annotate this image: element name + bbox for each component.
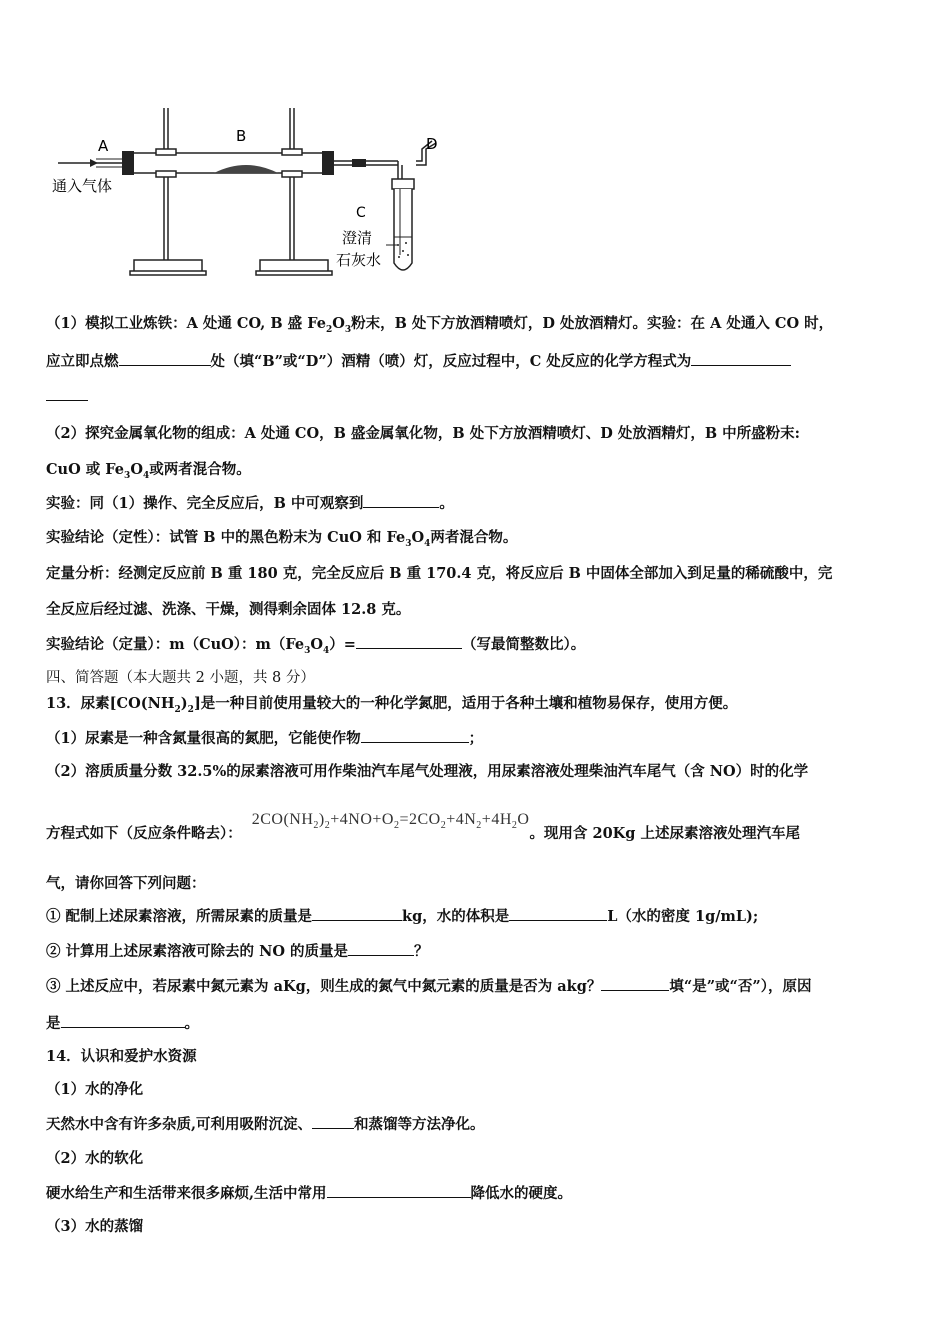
label-c: C: [356, 205, 366, 221]
limewater-label-2: 石灰水: [336, 251, 382, 269]
answer-blank-yes-no[interactable]: [601, 976, 669, 991]
q12-conclusion-quantitative: 实验结论（定量）：m（CuO）：$m(Fe_3O_4)=$ （写最简整数比）。: [46, 636, 586, 656]
answer-blank-softening[interactable]: [327, 1183, 471, 1198]
label-b: B: [236, 127, 247, 145]
answer-blank-equation-cont[interactable]: [46, 386, 88, 401]
test-tube-c: [394, 189, 412, 270]
q13-sub3-line1: ③ 上述反应中，若尿素中氮元素为 aKg，则生成的氮气中氮元素的质量是否为 akg？ 填“是”或“否”），原因: [46, 978, 812, 995]
arrow-icon: [90, 159, 98, 167]
answer-blank-ratio[interactable]: [356, 634, 462, 649]
answer-blank-reason[interactable]: [61, 1013, 185, 1028]
inlet-label: 通入气体: [52, 177, 113, 195]
q14-heading-1: （1）水的净化: [46, 1081, 144, 1098]
q13-sub1: ① 配制上述尿素溶液，所需尿素的质量是 kg，水的体积是 L（水的密度 1g/mL);: [46, 908, 759, 925]
answer-blank-effect[interactable]: [361, 728, 469, 743]
limewater-label-1: 澄清: [342, 229, 373, 247]
q12-part1-line3: [46, 386, 88, 405]
answer-blank-urea-mass[interactable]: [312, 906, 402, 921]
q13-sub2: ② 计算用上述尿素溶液可除去的 NO 的质量是 ？: [46, 943, 429, 960]
q12-conclusion-qualitative: 实验结论（定性）：试管 B 中的黑色粉末为 CuO 和 $Fe_3O_4$两者混合物。: [46, 529, 518, 549]
q13-part2-line3: 气，请你回答下列问题：: [46, 875, 206, 892]
stopper-right: [322, 151, 334, 175]
q13-part2-line2: 方程式如下（反应条件略去）：$2CO(NH_2)_2+4NO+O_2=2CO_2+4N_2+4H_2O$。现用含 20Kg 上述尿素溶液处理汽车尾: [46, 811, 800, 842]
label-a: A: [98, 137, 109, 155]
stopper-left: [122, 151, 134, 175]
answer-blank-burner[interactable]: [119, 351, 211, 366]
q13-part1: （1）尿素是一种含氮量很高的氮肥，它能使作物 ；: [46, 730, 484, 747]
q12-quantitative-line1: 定量分析：经测定反应前 B 重 180 克，完全反应后 B 重 170.4 克，将反应后 B 中固体全部加入到足量的稀硫酸中，完: [46, 565, 833, 582]
answer-blank-filtration[interactable]: [312, 1114, 354, 1129]
q14-text-1: 天然水中含有许多杂质,可利用吸附沉淀、 和蒸馏等方法净化。: [46, 1116, 485, 1133]
q13-stem: 13．尿素$[CO(NH_2)_2]$是一种目前使用量较大的一种化学氮肥，适用于各种土壤和植物易保存，使用方便。: [46, 695, 738, 715]
q12-part2-line1: （2）探究金属氧化物的组成：A 处通 CO，B 盛金属氧化物，B 处下方放酒精喷灯、D 处放酒精灯，B 中所盛粉末:: [46, 425, 800, 442]
apparatus-diagram: [46, 105, 466, 280]
q14-heading-3: （3）水的蒸馏: [46, 1218, 144, 1235]
q12-experiment: 实验：同（1）操作、完全反应后，B 中可观察到 。: [46, 495, 454, 512]
q13-sub3-line2: 是 。: [46, 1015, 199, 1032]
q14-heading-2: （2）水的软化: [46, 1150, 144, 1167]
answer-blank-equation[interactable]: [691, 351, 791, 366]
section-heading: 四、简答题（本大题共 2 小题，共 8 分）: [46, 670, 315, 686]
q14-stem: 14．认识和爱护水资源: [46, 1048, 197, 1065]
q12-part2-line2: CuO 或 $Fe_3O_4$或两者混合物。: [46, 461, 251, 481]
q13-part2-line1: （2）溶质质量分数 32.5%的尿素溶液可用作柴油汽车尾气处理液，用尿素溶液处理柴油汽车尾气（含 NO）时的化学: [46, 763, 809, 780]
q12-part1-line2: 应立即点燃 处（填“B”或“D”）酒精（喷）灯，反应过程中，C 处反应的化学方程式为: [46, 350, 791, 371]
answer-blank-observation[interactable]: [363, 493, 439, 508]
answer-blank-water-volume[interactable]: [509, 906, 607, 921]
q14-text-2: 硬水给生产和生活带来很多麻烦,生活中常用 降低水的硬度。: [46, 1185, 573, 1202]
answer-blank-no-mass[interactable]: [348, 941, 414, 956]
urea-equation: $2CO(NH_2)_2+4NO+O_2=2CO_2+4N_2+4H_2O$: [251, 811, 530, 832]
q12-quantitative-line2: 全反应后经过滤、洗涤、干燥，测得剩余固体 12.8 克。: [46, 601, 411, 618]
label-d: D: [426, 135, 438, 153]
q12-part1-line1: （1）模拟工业炼铁：A 处通 CO, B 盛 $Fe_2O_3$粉末，B 处下方放酒精喷灯，D 处放酒精灯。实验：在 A 处通入 CO 时，: [46, 315, 834, 335]
